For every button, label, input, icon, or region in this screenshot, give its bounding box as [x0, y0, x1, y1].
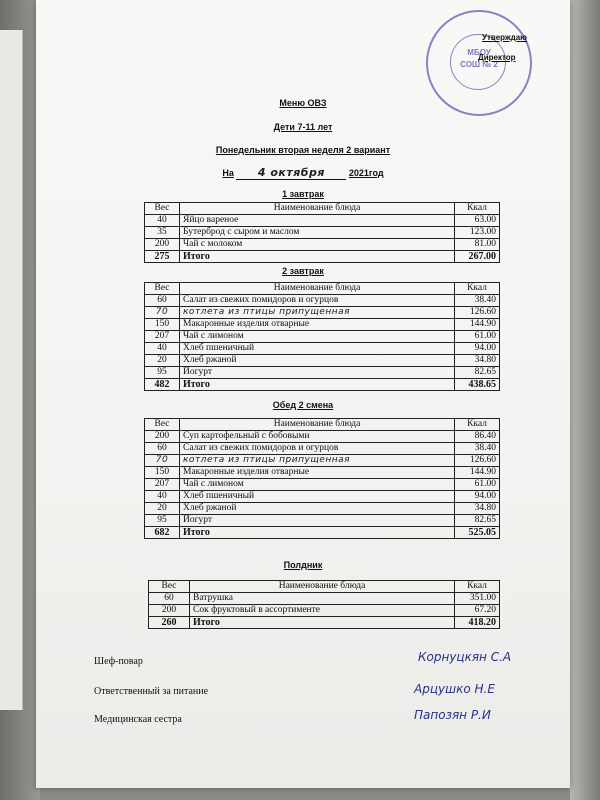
row-name-handwritten: котлета из птицы припущенная — [180, 307, 455, 319]
table-row — [145, 239, 500, 251]
row-weight: 207 — [145, 479, 180, 491]
col-name: Наименование блюда — [180, 203, 455, 215]
col-kcal: Ккал — [455, 419, 500, 431]
total-label: Итого — [180, 251, 455, 263]
row-weight: 40 — [145, 215, 180, 227]
total-label: Итого — [180, 379, 455, 391]
row-weight: 200 — [149, 605, 190, 617]
row-kcal: 34.80 — [455, 355, 500, 367]
row-kcal: 126.60 — [455, 307, 500, 319]
row-weight: 35 — [145, 227, 180, 239]
table-row — [145, 491, 500, 503]
col-name: Наименование блюда — [180, 283, 455, 295]
row-weight: 20 — [145, 503, 180, 515]
row-weight: 95 — [145, 367, 180, 379]
row-weight: 40 — [145, 491, 180, 503]
total-label: Итого — [190, 617, 455, 629]
table-row — [149, 593, 500, 605]
row-weight: 60 — [145, 295, 180, 307]
total-kcal: 525.05 — [455, 527, 500, 539]
table-header — [145, 419, 500, 431]
table-row — [145, 319, 500, 331]
row-kcal: 38.40 — [455, 443, 500, 455]
row-kcal: 63.00 — [455, 215, 500, 227]
total-kcal: 267.00 — [455, 251, 500, 263]
table-row — [149, 605, 500, 617]
row-weight: 20 — [145, 355, 180, 367]
table-row — [145, 307, 500, 319]
row-weight: 150 — [145, 467, 180, 479]
table-header — [145, 203, 500, 215]
row-weight: 40 — [145, 343, 180, 355]
col-weight: Вес — [145, 419, 180, 431]
chef-signature: Корнуцкян С.А — [418, 650, 512, 664]
row-weight: 150 — [145, 319, 180, 331]
responsible-signature: Арцушко Н.Е — [414, 682, 495, 696]
section-title-lunch: Обед 2 смена — [272, 400, 334, 410]
day-line: Понедельник вторая неделя 2 вариант — [215, 145, 391, 155]
row-kcal: 123.00 — [455, 227, 500, 239]
menu-sheet — [36, 0, 570, 788]
row-kcal: 94.00 — [455, 343, 500, 355]
breakfast-2-table — [144, 282, 500, 391]
row-name: Йогурт — [180, 515, 455, 527]
total-kcal: 418.20 — [455, 617, 500, 629]
col-kcal: Ккал — [455, 581, 500, 593]
date-field — [236, 166, 346, 180]
row-name: Макаронные изделия отварные — [180, 319, 455, 331]
section-title-breakfast-2: 2 завтрак — [282, 266, 324, 276]
nurse-label: Медицинская сестра — [94, 714, 182, 725]
breakfast-1-table — [144, 202, 500, 263]
row-name: Чай с лимоном — [180, 479, 455, 491]
total-weight: 275 — [145, 251, 180, 263]
row-name: Макаронные изделия отварные — [180, 467, 455, 479]
row-weight: 95 — [145, 515, 180, 527]
section-title-snack: Полдник — [283, 560, 323, 570]
table-row — [145, 355, 500, 367]
table-row — [145, 443, 500, 455]
row-kcal: 351.00 — [455, 593, 500, 605]
table-header — [149, 581, 500, 593]
row-kcal: 82.65 — [455, 515, 500, 527]
row-kcal: 38.40 — [455, 295, 500, 307]
table-row — [145, 295, 500, 307]
total-weight: 682 — [145, 527, 180, 539]
menu-title: Меню ОВЗ — [279, 98, 327, 108]
chef-label: Шеф-повар — [94, 656, 143, 667]
row-kcal: 144.90 — [455, 467, 500, 479]
table-row — [145, 515, 500, 527]
table-row — [145, 343, 500, 355]
underlying-sheet-edge — [0, 30, 23, 710]
row-name: Хлеб ржаной — [180, 355, 455, 367]
row-name: Бутерброд с сыром и маслом — [180, 227, 455, 239]
row-weight: 200 — [145, 239, 180, 251]
row-weight: 70 — [145, 307, 180, 319]
col-name: Наименование блюда — [190, 581, 455, 593]
row-name: Хлеб пшеничный — [180, 343, 455, 355]
total-row — [145, 251, 500, 263]
date-year: 2021год — [348, 168, 384, 178]
row-kcal: 86.40 — [455, 431, 500, 443]
approve-label: Утверждаю — [482, 33, 527, 42]
section-title-breakfast-1: 1 завтрак — [282, 189, 324, 199]
row-name-handwritten: котлета из птицы припущенная — [180, 455, 455, 467]
row-kcal: 82.65 — [455, 367, 500, 379]
row-name: Хлеб пшеничный — [180, 491, 455, 503]
date-handwritten: 4 октября — [257, 166, 325, 179]
table-row — [145, 431, 500, 443]
row-weight: 207 — [145, 331, 180, 343]
row-name: Яйцо вареное — [180, 215, 455, 227]
row-weight: 70 — [145, 455, 180, 467]
row-name: Сок фруктовый в ассортименте — [190, 605, 455, 617]
table-row — [145, 467, 500, 479]
table-row — [145, 367, 500, 379]
col-kcal: Ккал — [455, 283, 500, 295]
row-kcal: 34.80 — [455, 503, 500, 515]
total-kcal: 438.65 — [455, 379, 500, 391]
total-weight: 482 — [145, 379, 180, 391]
table-row — [145, 215, 500, 227]
col-kcal: Ккал — [455, 203, 500, 215]
row-name: Хлеб ржаной — [180, 503, 455, 515]
total-label: Итого — [180, 527, 455, 539]
row-kcal: 81.00 — [455, 239, 500, 251]
total-weight: 260 — [149, 617, 190, 629]
date-prefix: На — [222, 168, 234, 178]
table-row — [145, 503, 500, 515]
total-row — [145, 527, 500, 539]
total-row — [149, 617, 500, 629]
row-kcal: 61.00 — [455, 479, 500, 491]
table-row — [145, 331, 500, 343]
snack-table — [148, 580, 500, 629]
col-weight: Вес — [145, 283, 180, 295]
row-name: Салат из свежих помидоров и огурцов — [180, 443, 455, 455]
row-name: Чай с молоком — [180, 239, 455, 251]
date-line — [36, 166, 570, 180]
row-kcal: 144.90 — [455, 319, 500, 331]
stamp-text-2: СОШ № 2 — [460, 60, 498, 69]
lunch-table — [144, 418, 500, 539]
col-weight: Вес — [149, 581, 190, 593]
row-weight: 60 — [149, 593, 190, 605]
row-name: Суп картофельный с бобовыми — [180, 431, 455, 443]
responsible-label: Ответственный за питание — [94, 686, 209, 697]
table-row — [145, 227, 500, 239]
row-name: Йогурт — [180, 367, 455, 379]
table-row — [145, 479, 500, 491]
nurse-signature: Папозян Р.И — [414, 708, 491, 722]
row-kcal: 94.00 — [455, 491, 500, 503]
row-name: Ватрушка — [190, 593, 455, 605]
row-kcal: 67.20 — [455, 605, 500, 617]
row-weight: 60 — [145, 443, 180, 455]
director-label: Директор — [478, 53, 516, 62]
row-weight: 200 — [145, 431, 180, 443]
table-row — [145, 455, 500, 467]
age-group: Дети 7-11 лет — [273, 122, 333, 132]
row-name: Чай с лимоном — [180, 331, 455, 343]
table-header — [145, 283, 500, 295]
row-kcal: 126.60 — [455, 455, 500, 467]
total-row — [145, 379, 500, 391]
row-name: Салат из свежих помидоров и огурцов — [180, 295, 455, 307]
col-name: Наименование блюда — [180, 419, 455, 431]
col-weight: Вес — [145, 203, 180, 215]
stamp-text-1: МБОУ — [467, 48, 491, 57]
row-kcal: 61.00 — [455, 331, 500, 343]
table-surface-right — [570, 0, 600, 800]
